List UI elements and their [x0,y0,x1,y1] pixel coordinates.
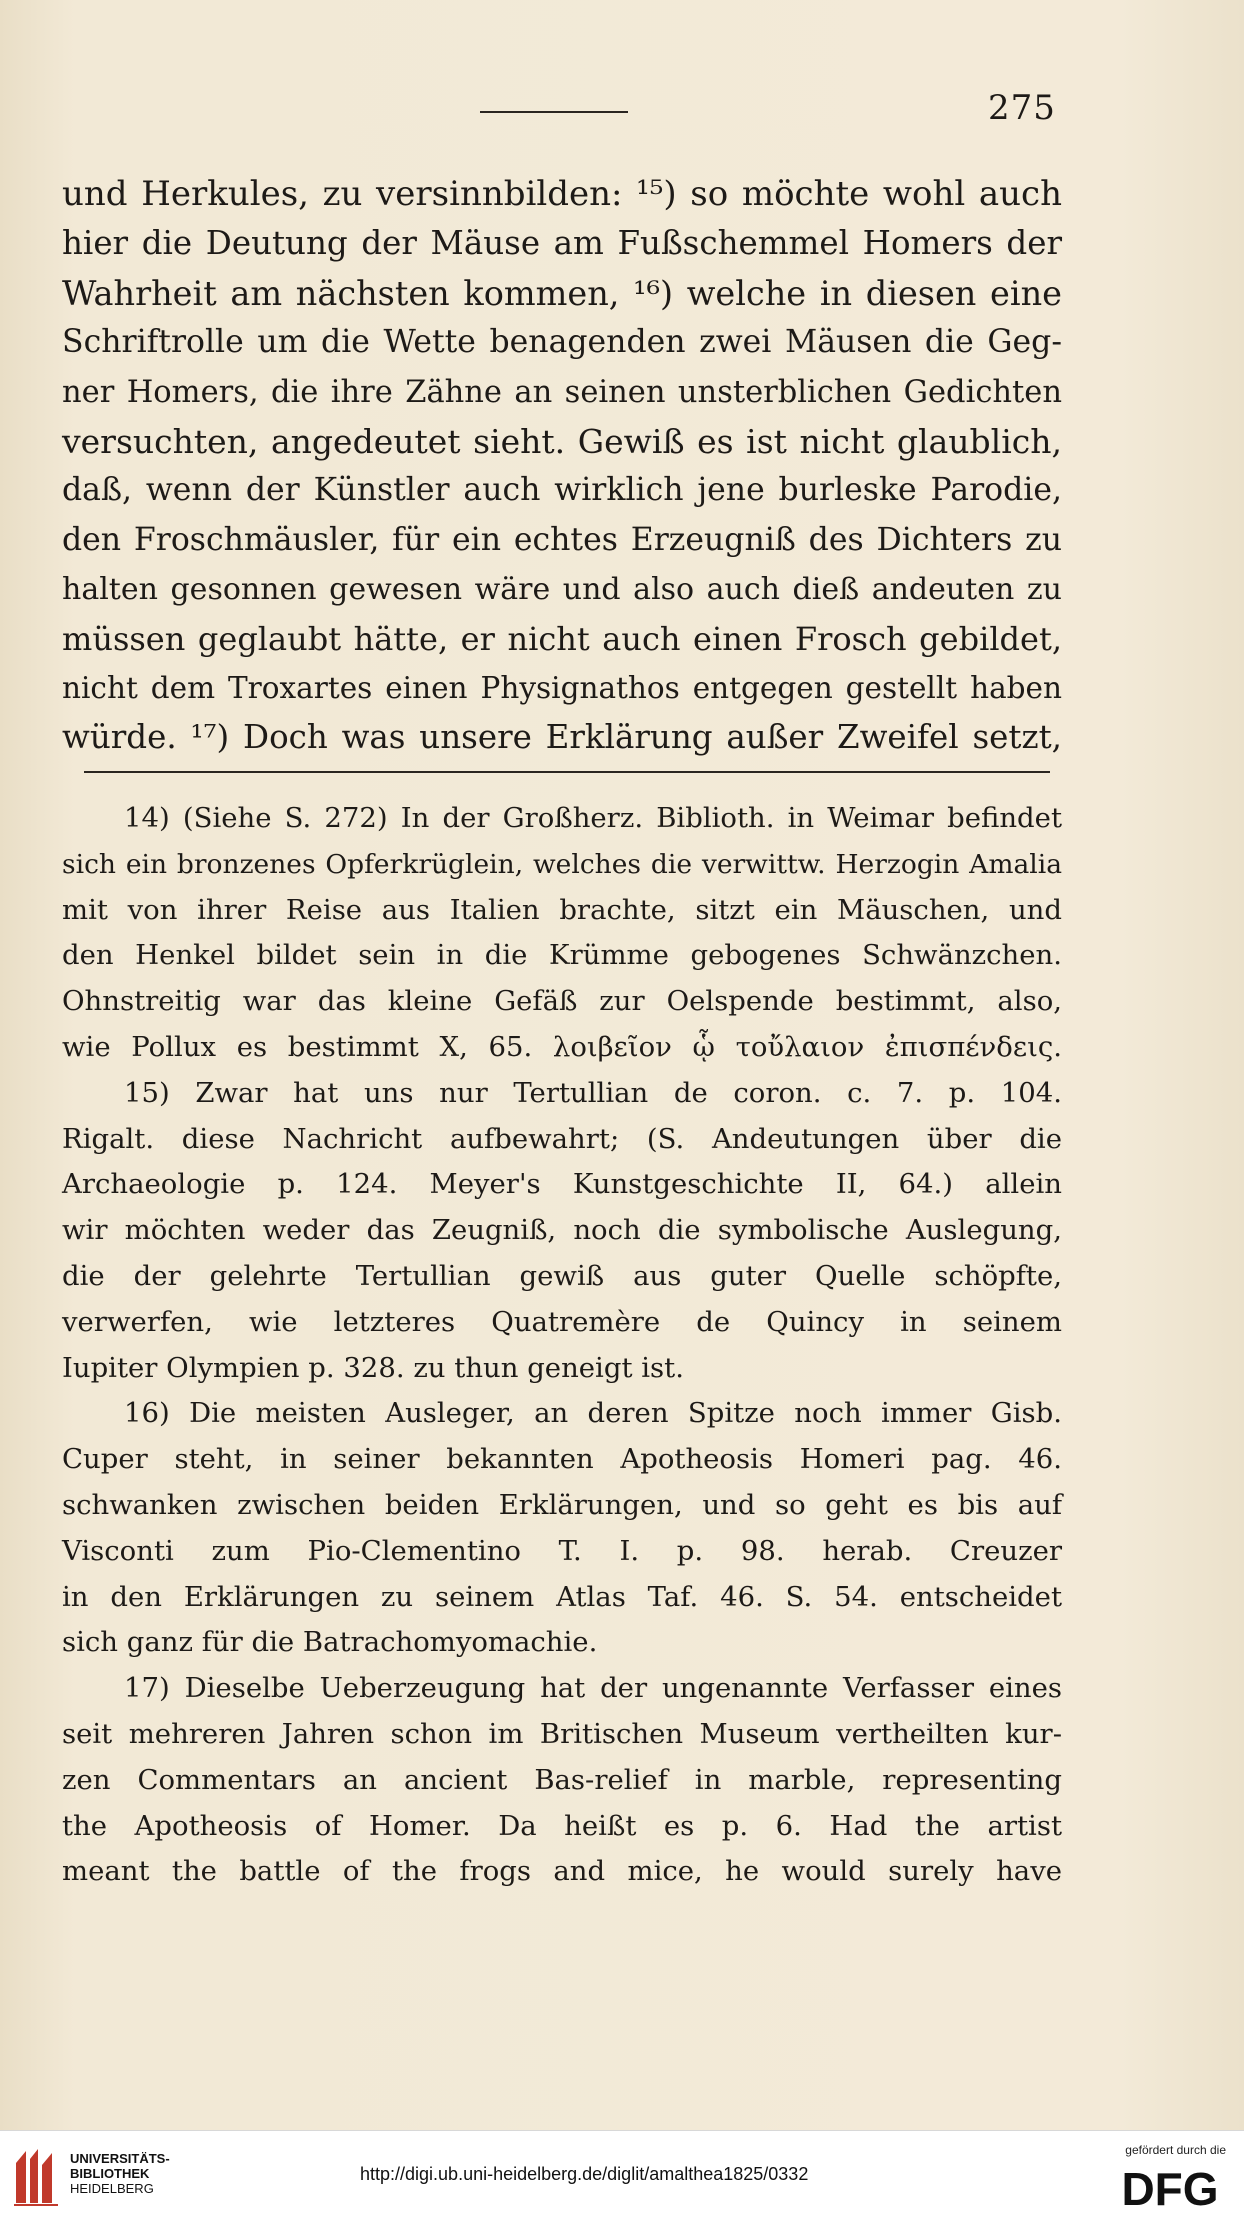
library-line: BIBLIOTHEK [70,2166,150,2181]
footnote-line: sich ganz für die Batrachomyomachie. [62,1626,598,1659]
text-line: Wahrheit am nächsten kommen, ¹⁶) welche in diesen eine [62,273,1062,313]
footnote-separator [84,771,1050,773]
main-text-block [62,170,1062,763]
page-number: 275 [988,88,1056,128]
permalink-url[interactable]: http://digi.ub.uni-heidelberg.de/diglit/amalthea1825/0332 [360,2164,809,2184]
footnotes-block [62,796,1062,1895]
text-line: daß, wenn der Künstler auch wirklich jene burleske Parodie, [62,472,1062,509]
text-line: nicht dem Troxartes einen Physignathos entgegen gestellt haben [62,670,1062,705]
footnote-line: wir möchten weder das Zeugniß, noch die symbolische Auslegung, [62,1214,1062,1247]
dfg-logo-text: DFG [1121,2163,1219,2211]
footnote-line: Visconti zum Pio-Clementino T. I. p. 98. herab. Creuzer [62,1534,1062,1567]
footnote-line: schwanken zwischen beiden Erklärungen, und so geht es bis auf [62,1488,1062,1521]
footnote-line: wie Pollux es bestimmt X, 65. λοιβεῖον ᾧ τοὔλαιον ἐπισπένδεις. [62,1030,1062,1063]
viewer-footer [0,2130,1244,2221]
header-rule [480,111,628,113]
text-line: versuchten, angedeutet sieht. Gewiß es ist nicht glaublich, [62,421,1062,461]
footnote-line: seit mehreren Jahren schon im Britischen Museum vertheilten kur- [62,1717,1062,1750]
footnote-line: Ohnstreitig war das kleine Gefäß zur Oelspende bestimmt, also, [62,985,1062,1018]
footnote-line: mit von ihrer Reise aus Italien brachte, sitzt ein Mäuschen, und [62,893,1062,926]
footnote-line: 15) Zwar hat uns nur Tertullian de coron. c. 7. p. 104. [124,1076,1062,1109]
footnote-line: Iupiter Olympien p. 328. zu thun geneigt ist. [62,1351,684,1384]
text-line: hier die Deutung der Mäuse am Fußschemmel Homers der [62,224,1062,263]
footnote-line: 16) Die meisten Ausleger, an deren Spitze noch immer Gisb. [124,1397,1062,1430]
footnote-line: sich ein bronzenes Opferkrüglein, welches die verwittw. Herzogin Amalia [62,848,1062,880]
dfg-logo-icon[interactable] [1114,2161,1226,2211]
footnote-line: the Apotheosis of Homer. Da heißt es p. 6. Had the artist [62,1809,1062,1842]
footnote-line: Rigalt. diese Nachricht aufbewahrt; (S. Andeutungen über die [62,1122,1062,1155]
text-line: und Herkules, zu versinnbilden: ¹⁵) so möchte wohl auch [62,174,1062,214]
footnote-line: 14) (Siehe S. 272) In der Großherz. Biblioth. in Weimar befindet [124,802,1062,834]
footnote-line: verwerfen, wie letzteres Quatremère de Quincy in seinem [62,1305,1062,1338]
footnote-line: die der gelehrte Tertullian gewiß aus guter Quelle schöpfte, [62,1259,1062,1292]
library-line: HEIDELBERG [70,2181,154,2196]
university-library-logo-icon[interactable] [12,2145,60,2207]
text-line: müssen geglaubt hätte, er nicht auch einen Frosch gebildet, [62,619,1062,658]
funding-label: gefördert durch die [1125,2143,1226,2157]
footnote-line: zen Commentars an ancient Bas-relief in marble, representing [62,1763,1062,1796]
footnote-line: Cuper steht, in seiner bekannten Apotheosis Homeri pag. 46. [62,1443,1062,1476]
footnote-line: meant the battle of the frogs and mice, he would surely have [62,1855,1062,1888]
footnote-line: Archaeologie p. 124. Meyer's Kunstgeschichte II, 64.) allein [62,1168,1062,1201]
footnote-line: in den Erklärungen zu seinem Atlas Taf. 46. S. 54. entscheidet [62,1580,1062,1613]
text-line: Schriftrolle um die Wette benagenden zwei Mäusen die Geg- [62,324,1062,361]
library-line: UNIVERSITÄTS- [70,2151,170,2166]
text-line: halten gesonnen gewesen wäre und also auch dieß andeuten zu [62,572,1062,608]
library-name [70,2151,170,2196]
text-line: den Froschmäusler, für ein echtes Erzeugniß des Dichters zu [62,521,1062,558]
text-line: würde. ¹⁷) Doch was unsere Erklärung außer Zweifel setzt, [62,718,1062,757]
footnote-line: 17) Dieselbe Ueberzeugung hat der ungenannte Verfasser eines [124,1672,1062,1705]
text-line: ner Homers, die ihre Zähne an seinen unsterblichen Gedichten [62,374,1062,410]
footnote-line: den Henkel bildet sein in die Krümme gebogenes Schwänzchen. [62,939,1062,972]
